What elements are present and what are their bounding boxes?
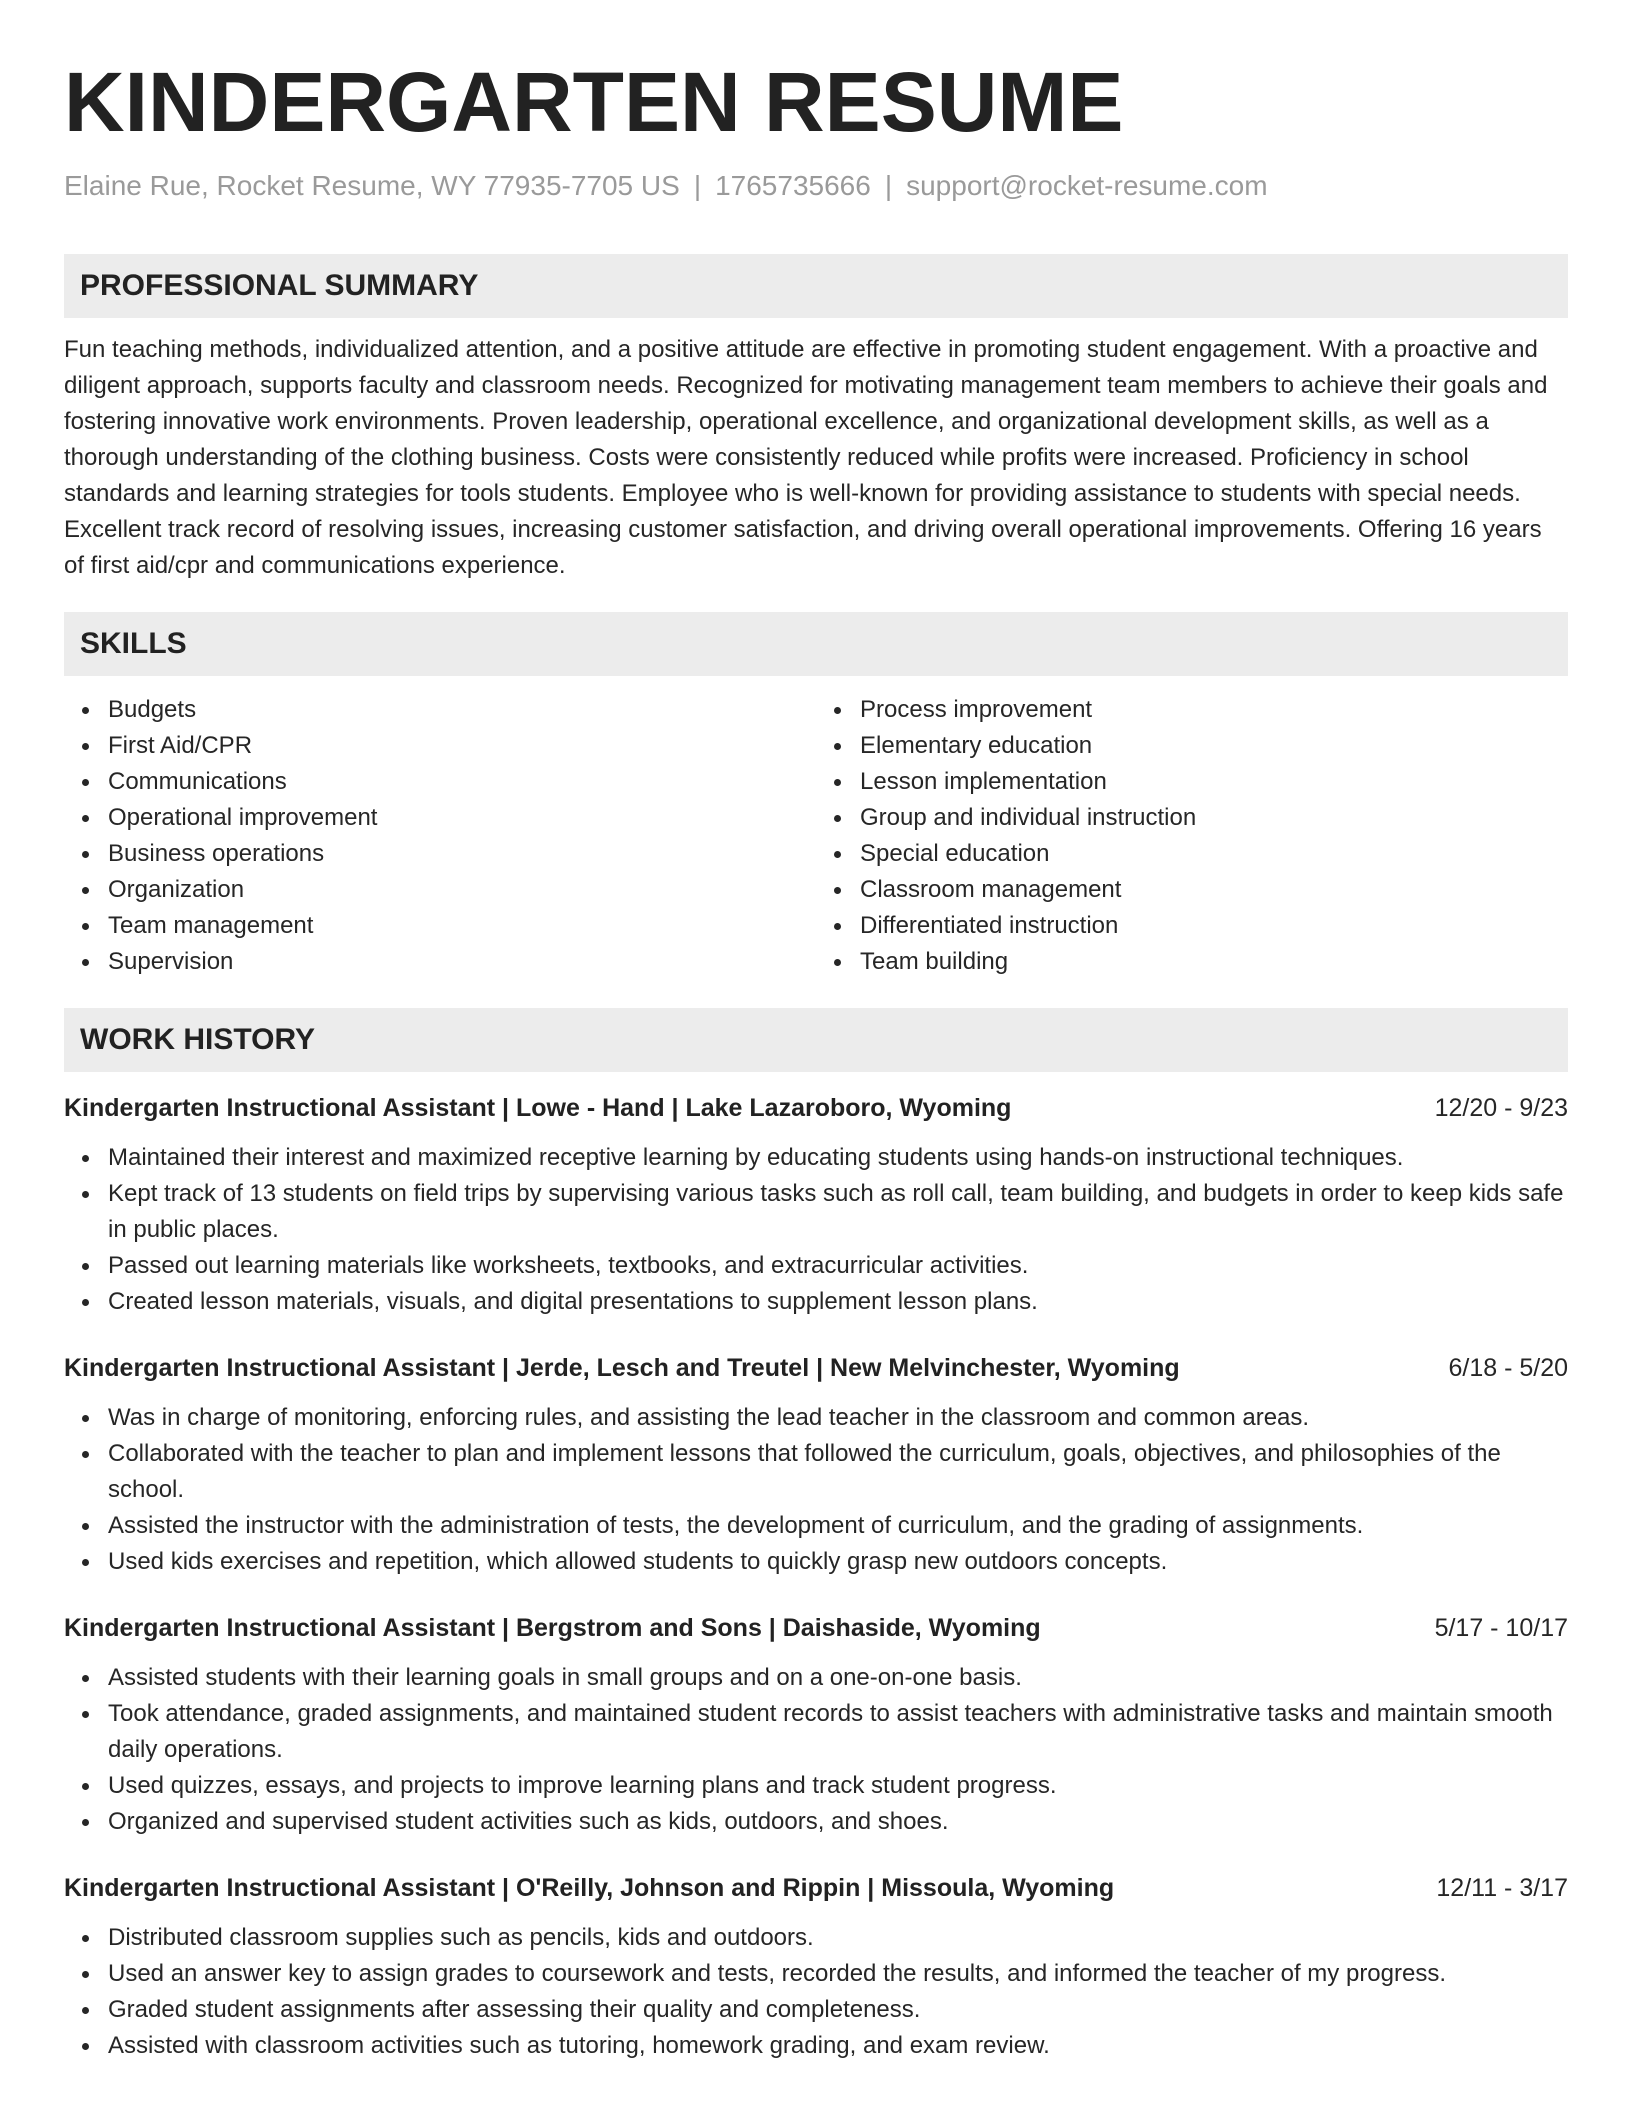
job-bullet: Distributed classroom supplies such as pencils, kids and outdoors. [108,1920,1568,1956]
contact-line [64,168,1568,204]
skill-item: First Aid/CPR [108,728,816,764]
skill-item: Process improvement [860,692,1568,728]
skill-item: Operational improvement [108,800,816,836]
job-header [64,1610,1568,1646]
job-bullet: Assisted students with their learning goals in small groups and on a one-on-one basis. [108,1660,1568,1696]
job-bullet: Graded student assignments after assessing their quality and completeness. [108,1992,1568,2028]
skills-column-left [64,692,816,980]
skill-item: Team building [860,944,1568,980]
job-header [64,1870,1568,1906]
skill-item: Organization [108,872,816,908]
job-bullets [64,1920,1568,2064]
job-bullets [64,1140,1568,1320]
work-history-header: WORK HISTORY [64,1008,1568,1072]
job-title: Kindergarten Instructional Assistant | Lowe - Hand | Lake Lazaroboro, Wyoming [64,1094,1012,1122]
job-entry [64,1610,1568,1840]
skills-header: SKILLS [64,612,1568,676]
skill-item: Group and individual instruction [860,800,1568,836]
resume-title: KINDERGARTEN RESUME [64,55,1124,149]
job-bullets [64,1400,1568,1580]
job-title: Kindergarten Instructional Assistant | O'Reilly, Johnson and Rippin | Missoula, Wyoming [64,1874,1115,1902]
skills-column-right [816,692,1568,980]
skill-item: Team management [108,908,816,944]
job-entry [64,1090,1568,1320]
job-title: Kindergarten Instructional Assistant | Jerde, Lesch and Treutel | New Melvinchester, Wyoming [64,1354,1180,1382]
job-dates: 5/17 - 10/17 [1434,1614,1568,1642]
skill-item: Differentiated instruction [860,908,1568,944]
skill-item: Elementary education [860,728,1568,764]
professional-summary-header: PROFESSIONAL SUMMARY [64,254,1568,318]
job-bullet: Took attendance, graded assignments, and maintained student records to assist teachers with administrative tasks and maintain smooth daily operations. [108,1696,1568,1768]
job-bullet: Collaborated with the teacher to plan and implement lessons that followed the curriculum, goals, objectives, and philosophies of the school. [108,1436,1568,1508]
job-header [64,1350,1568,1386]
job-bullets [64,1660,1568,1840]
job-bullet: Created lesson materials, visuals, and digital presentations to supplement lesson plans. [108,1284,1568,1320]
job-bullet: Assisted with classroom activities such as tutoring, homework grading, and exam review. [108,2028,1568,2064]
skill-item: Budgets [108,692,816,728]
job-entry [64,1350,1568,1580]
skill-item: Supervision [108,944,816,980]
skill-item: Classroom management [860,872,1568,908]
professional-summary-text: Fun teaching methods, individualized attention, and a positive attitude are effective in promoting student engagement. With a proactive and diligent approach, supports faculty and classroom needs. Recognized for motivating management team members to achieve their goals and fostering innovative work environments. Proven leadership, operational excellence, and organizational development skills, as well as a thorough understanding of the clothing business. Costs were consistently reduced while profits were increased. Proficiency in school standards and learning strategies for tools students. Employee who is well-known for providing assistance to students with special needs. Excellent track record of resolving issues, increasing customer satisfaction, and driving overall operational improvements. Offering 16 years of first aid/cpr and communications experience. [64,336,1548,579]
job-bullet: Kept track of 13 students on field trips by supervising various tasks such as roll call, team building, and budgets in order to keep kids safe in public places. [108,1176,1568,1248]
contact-separator: | [884,170,893,201]
skill-item: Special education [860,836,1568,872]
job-bullet: Organized and supervised student activities such as kids, outdoors, and shoes. [108,1804,1568,1840]
skill-item: Lesson implementation [860,764,1568,800]
contact-email: support@rocket-resume.com [906,170,1268,201]
job-bullet: Assisted the instructor with the administration of tests, the development of curriculum, and the grading of assignments. [108,1508,1568,1544]
contact-address: Elaine Rue, Rocket Resume, WY 77935-7705 US [64,170,680,201]
skills-grid [64,692,1568,980]
job-header [64,1090,1568,1126]
skill-item: Business operations [108,836,816,872]
job-bullet: Used an answer key to assign grades to coursework and tests, recorded the results, and informed the teacher of my progress. [108,1956,1568,1992]
job-bullet: Used quizzes, essays, and projects to improve learning plans and track student progress. [108,1768,1568,1804]
job-bullet: Was in charge of monitoring, enforcing rules, and assisting the lead teacher in the classroom and common areas. [108,1400,1568,1436]
skill-item: Communications [108,764,816,800]
job-bullet: Maintained their interest and maximized receptive learning by educating students using hands-on instructional techniques. [108,1140,1568,1176]
contact-separator: | [693,170,702,201]
job-bullet: Passed out learning materials like worksheets, textbooks, and extracurricular activities. [108,1248,1568,1284]
job-dates: 12/11 - 3/17 [1436,1874,1568,1902]
contact-phone: 1765735666 [715,170,871,201]
job-title: Kindergarten Instructional Assistant | Bergstrom and Sons | Daishaside, Wyoming [64,1614,1041,1642]
job-dates: 6/18 - 5/20 [1448,1354,1568,1382]
job-dates: 12/20 - 9/23 [1434,1094,1568,1122]
job-entry [64,1870,1568,2064]
job-bullet: Used kids exercises and repetition, which allowed students to quickly grasp new outdoors concepts. [108,1544,1568,1580]
